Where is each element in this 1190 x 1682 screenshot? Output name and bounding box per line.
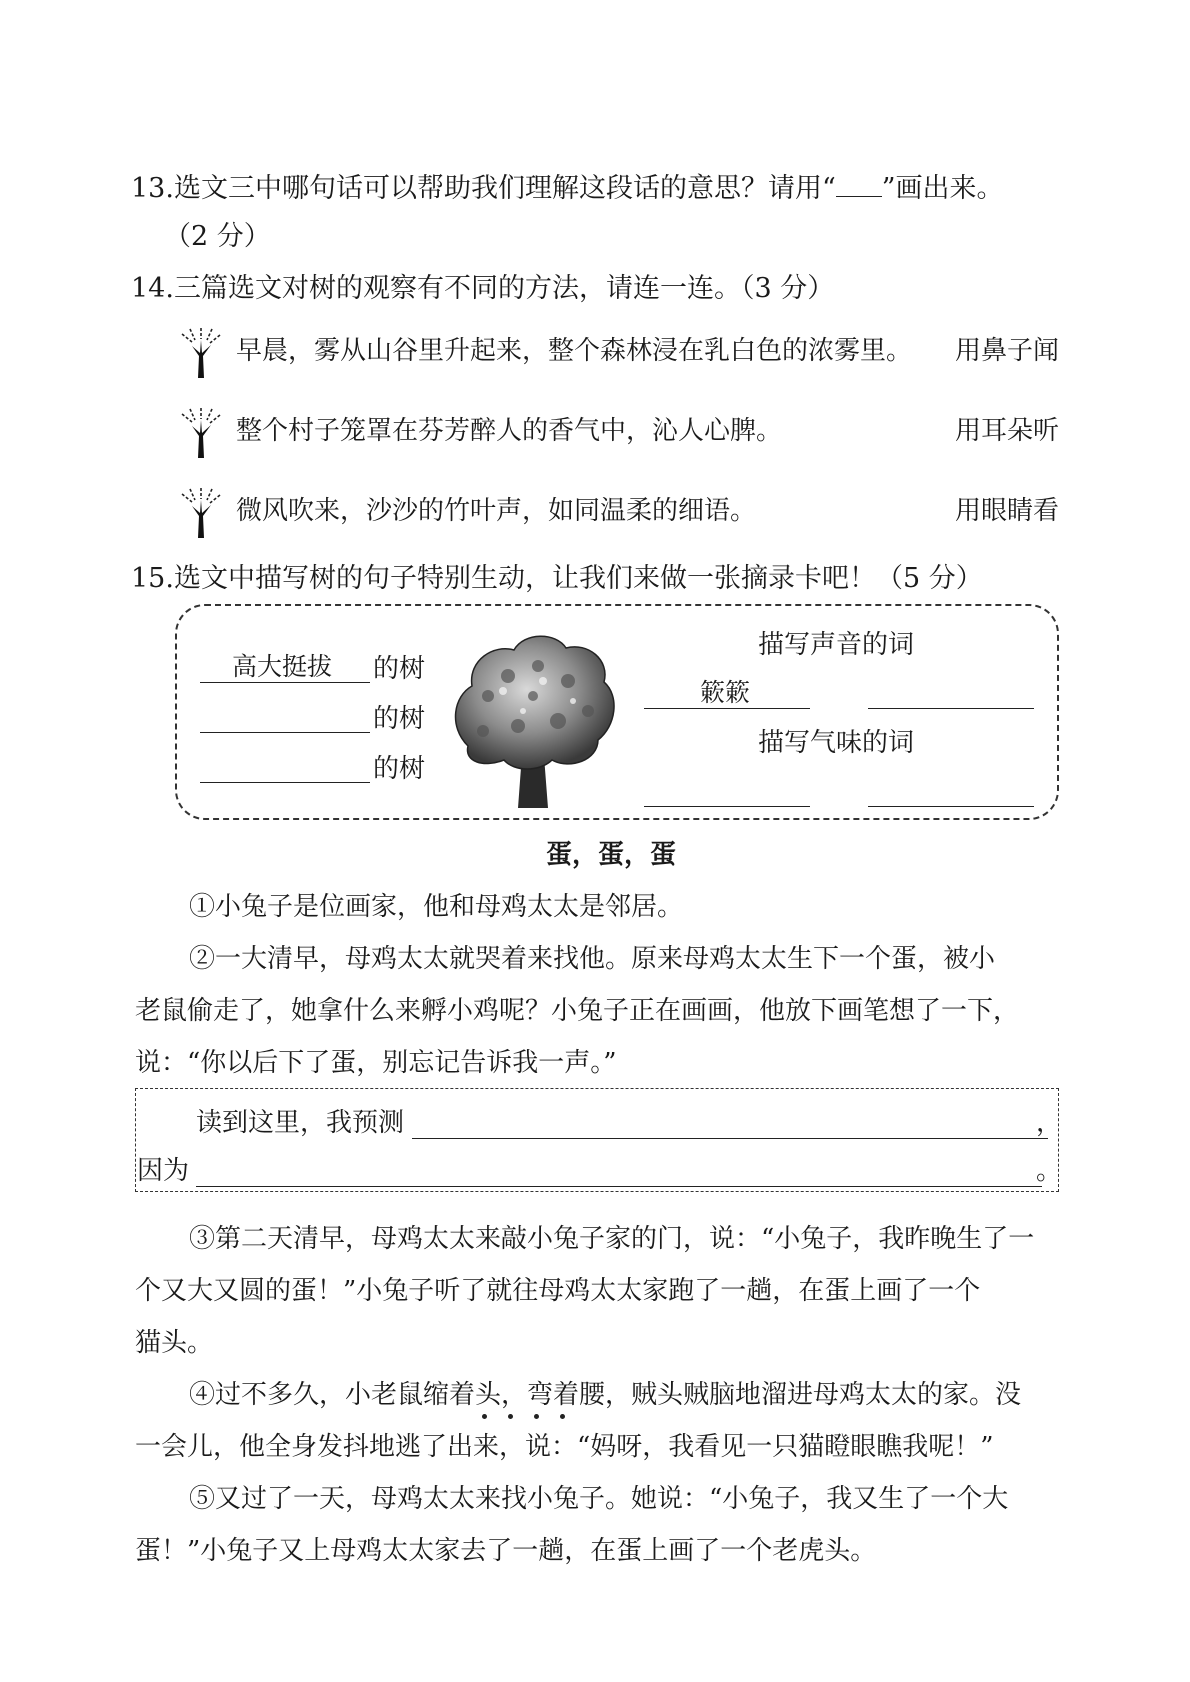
q14-sentence: 整个村子笼罩在芬芳醉人的香气中，沁人心脾。: [236, 416, 783, 446]
story-p5-line2: 蛋！”小兔子又上母鸡太太家去了一趟，在蛋上画了一个老虎头。: [135, 1536, 877, 1566]
q15-title: 15.选文中描写树的句子特别生动，让我们来做一张摘录卡吧！（5 分）: [131, 563, 983, 594]
q14-sentence: 早晨，雾从山谷里升起来，整个森林浸在乳白色的浓雾里。: [236, 336, 913, 366]
story-p3-line1: ③第二天清早，母鸡太太来敲小兔子家的门，说：“小兔子，我昨晚生了一: [189, 1224, 1035, 1254]
smell-title: 描写气味的词: [758, 728, 915, 758]
tree-suffix: 的树: [373, 754, 426, 784]
story-p3-line2: 个又大又圆的蛋！”小兔子听了就往母鸡太太家跑了一趟，在蛋上画了一个: [135, 1276, 981, 1306]
q13-blank: [836, 196, 882, 197]
story-p2-line2: 老鼠偷走了，她拿什么来孵小鸡呢？小兔子正在画画，他放下画笔想了一下，: [135, 996, 1020, 1026]
tree-word-blank-2[interactable]: [200, 732, 370, 733]
q13-points: （2 分）: [164, 221, 271, 252]
emphasis-dot: [534, 1414, 539, 1419]
q14-method[interactable]: 用鼻子闻: [955, 336, 1060, 366]
q14-sentence: 微风吹来，沙沙的竹叶声，如同温柔的细语。: [236, 496, 757, 526]
q13-text-post: ”画出来。: [881, 173, 1004, 204]
story-p5-line1: ⑤又过了一天，母鸡太太来找小兔子。她说：“小兔子，我又生了一个大: [189, 1484, 1009, 1514]
because-period: 。: [1036, 1156, 1063, 1186]
smell-blank-2[interactable]: [868, 806, 1034, 807]
smell-blank-1[interactable]: [644, 806, 810, 807]
tree-word-blank-1[interactable]: [200, 682, 370, 683]
emphasis-dot: [508, 1414, 513, 1419]
tree-icon: [178, 486, 224, 538]
sound-example: 簌簌: [700, 678, 751, 707]
tree-icon: [178, 406, 224, 458]
q13-text-pre: 13.选文三中哪句话可以帮助我们理解这段话的意思？请用“: [131, 173, 836, 204]
tree-icon: [178, 326, 224, 378]
story-p4-line2: 一会儿，他全身发抖地逃了出来，说：“妈呀，我看见一只猫瞪眼瞧我呢！”: [135, 1432, 994, 1462]
predict-comma: ，: [1036, 1108, 1063, 1138]
predict-label: 读到这里，我预测: [196, 1108, 405, 1138]
q14-method[interactable]: 用耳朵听: [955, 416, 1060, 446]
prediction-box: [135, 1088, 1059, 1192]
because-label: 因为: [137, 1156, 190, 1186]
tree-word-blank-3[interactable]: [200, 782, 370, 783]
predict-blank[interactable]: [412, 1138, 1048, 1139]
story-p4-line1: ④过不多久，小老鼠缩着头，弯着腰，贼头贼脑地溜进母鸡太太的家。没: [189, 1380, 1022, 1410]
tree-suffix: 的树: [373, 654, 426, 684]
story-p2-line1: ②一大清早，母鸡太太就哭着来找他。原来母鸡太太生下一个蛋，被小: [189, 944, 996, 974]
sound-blank-2[interactable]: [868, 708, 1034, 709]
sound-title: 描写声音的词: [758, 630, 915, 660]
sound-blank-1[interactable]: [644, 708, 810, 709]
example-word: 高大挺拔: [232, 652, 333, 681]
tree-illustration: [448, 626, 620, 808]
story-p3-line3: 猫头。: [135, 1328, 214, 1358]
emphasis-dot: [560, 1414, 565, 1419]
because-blank[interactable]: [196, 1186, 1042, 1187]
tree-suffix: 的树: [373, 704, 426, 734]
q13-line1: [131, 172, 1004, 206]
emphasis-dot: [482, 1414, 487, 1419]
q14-method[interactable]: 用眼睛看: [955, 496, 1060, 526]
story-p2-line3: 说：“你以后下了蛋，别忘记告诉我一声。”: [135, 1048, 617, 1078]
story-title: 蛋，蛋，蛋: [546, 840, 677, 870]
q14-title: 14.三篇选文对树的观察有不同的方法，请连一连。（3 分）: [131, 273, 835, 304]
story-p1: ①小兔子是位画家，他和母鸡太太是邻居。: [189, 892, 684, 922]
